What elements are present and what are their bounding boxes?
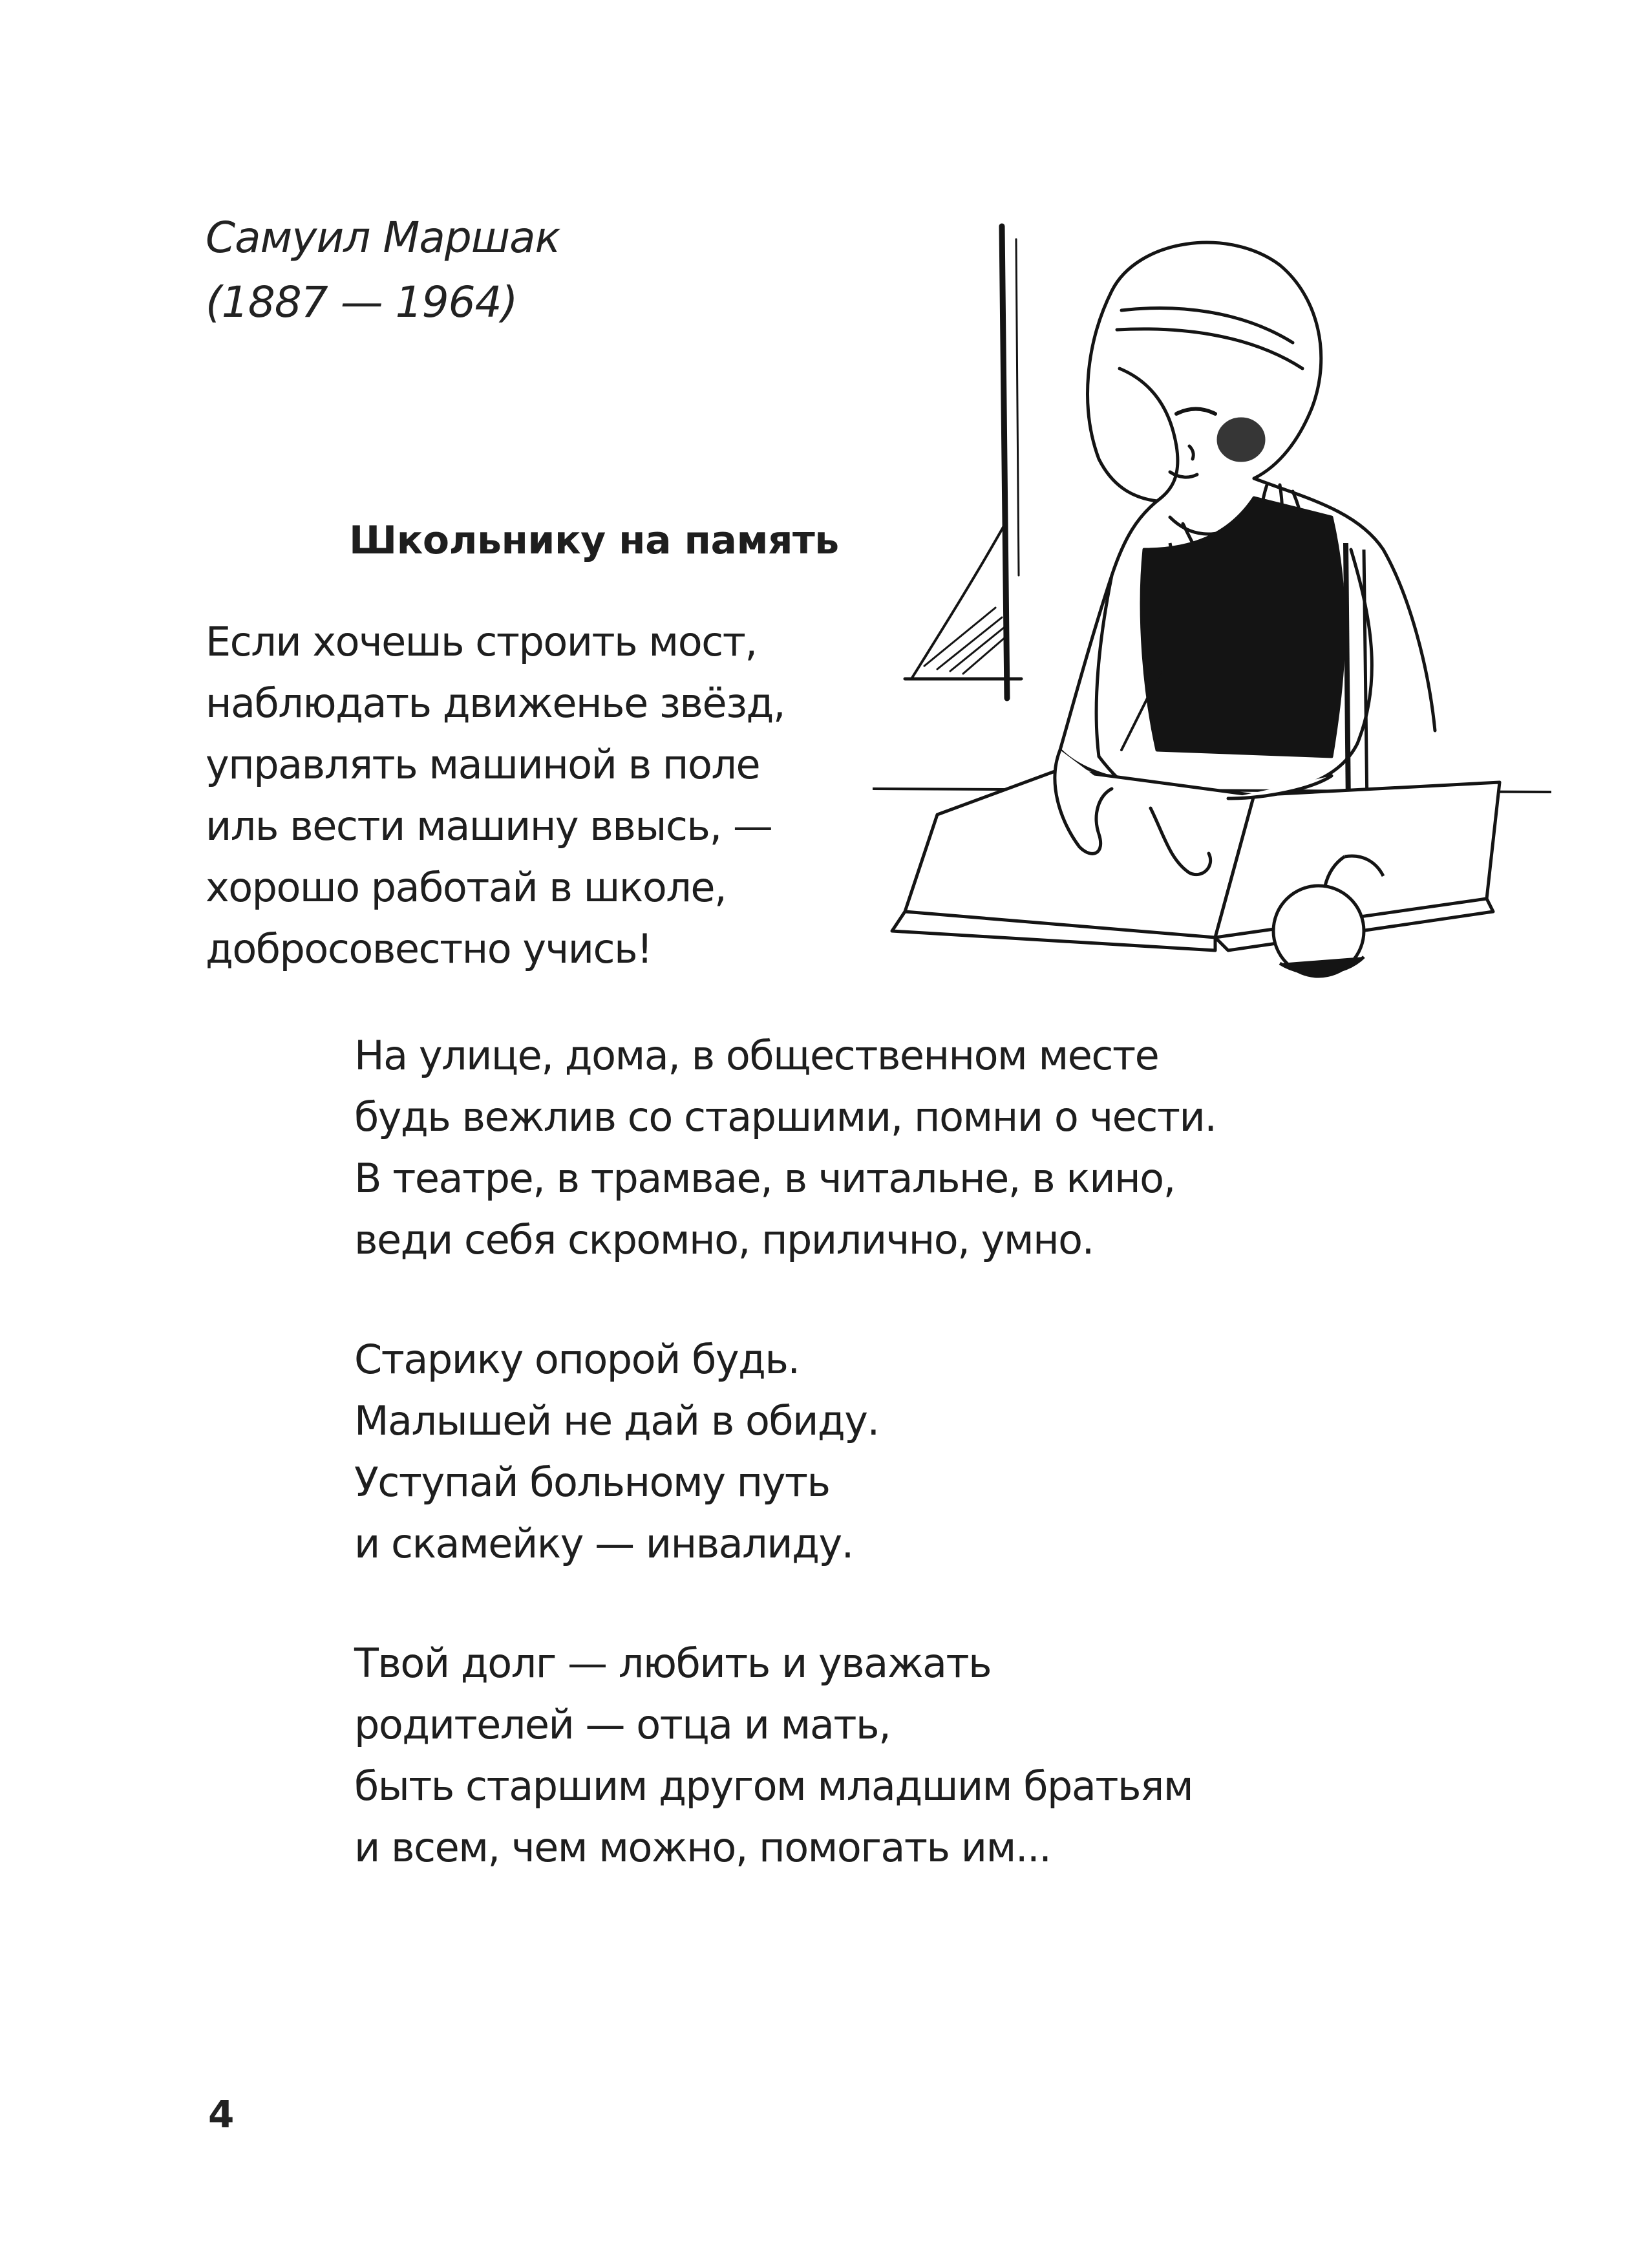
- poem-line: В театре, в трамвае, в читальне, в кино,: [354, 1155, 1175, 1202]
- schoolgirl-illustration: [866, 213, 1558, 1002]
- girl-body: [1060, 478, 1435, 808]
- stanza-3: [354, 1329, 879, 1574]
- stanza-2: [354, 1025, 1216, 1270]
- author-name: Самуил Маршак: [206, 213, 560, 262]
- poem-line: Уступай больному путь: [354, 1459, 830, 1506]
- poem-line: Малышей не дай в обиду.: [354, 1397, 879, 1444]
- poem-line: Если хочешь строить мост,: [206, 618, 757, 665]
- poem-line: Старику опорой будь.: [354, 1336, 800, 1383]
- window-frame: [905, 226, 1021, 698]
- poem-line: хорошо работай в школе,: [206, 864, 727, 911]
- poem-line: наблюдать движенье звёзд,: [206, 679, 785, 727]
- poem-line: На улице, дома, в общественном месте: [354, 1032, 1159, 1079]
- poem-line: быть старшим другом младшим братьям: [354, 1762, 1193, 1810]
- poem-line: управлять машиной в поле: [206, 741, 760, 788]
- poem-line: Твой долг — любить и уважать: [354, 1640, 992, 1687]
- author-block: [206, 206, 560, 335]
- poem-line: иль вести машину ввысь, —: [206, 802, 772, 850]
- author-years: (1887 — 1964): [206, 277, 518, 327]
- poem-line: веди себя скромно, прилично, умно.: [354, 1216, 1094, 1263]
- page-number: 4: [208, 2092, 235, 2136]
- stanza-1: [206, 611, 785, 979]
- poem-line: добросовестно учись!: [206, 925, 652, 972]
- stanza-4: [354, 1632, 1193, 1878]
- poem-line: будь вежлив со старшими, помни о чести.: [354, 1093, 1216, 1140]
- poem-line: и скамейку — инвалиду.: [354, 1520, 853, 1567]
- poem-line: родителей — отца и мать,: [354, 1701, 891, 1748]
- poem-line: и всем, чем можно, помогать им...: [354, 1824, 1051, 1871]
- poem-title: Школьнику на память: [349, 518, 839, 563]
